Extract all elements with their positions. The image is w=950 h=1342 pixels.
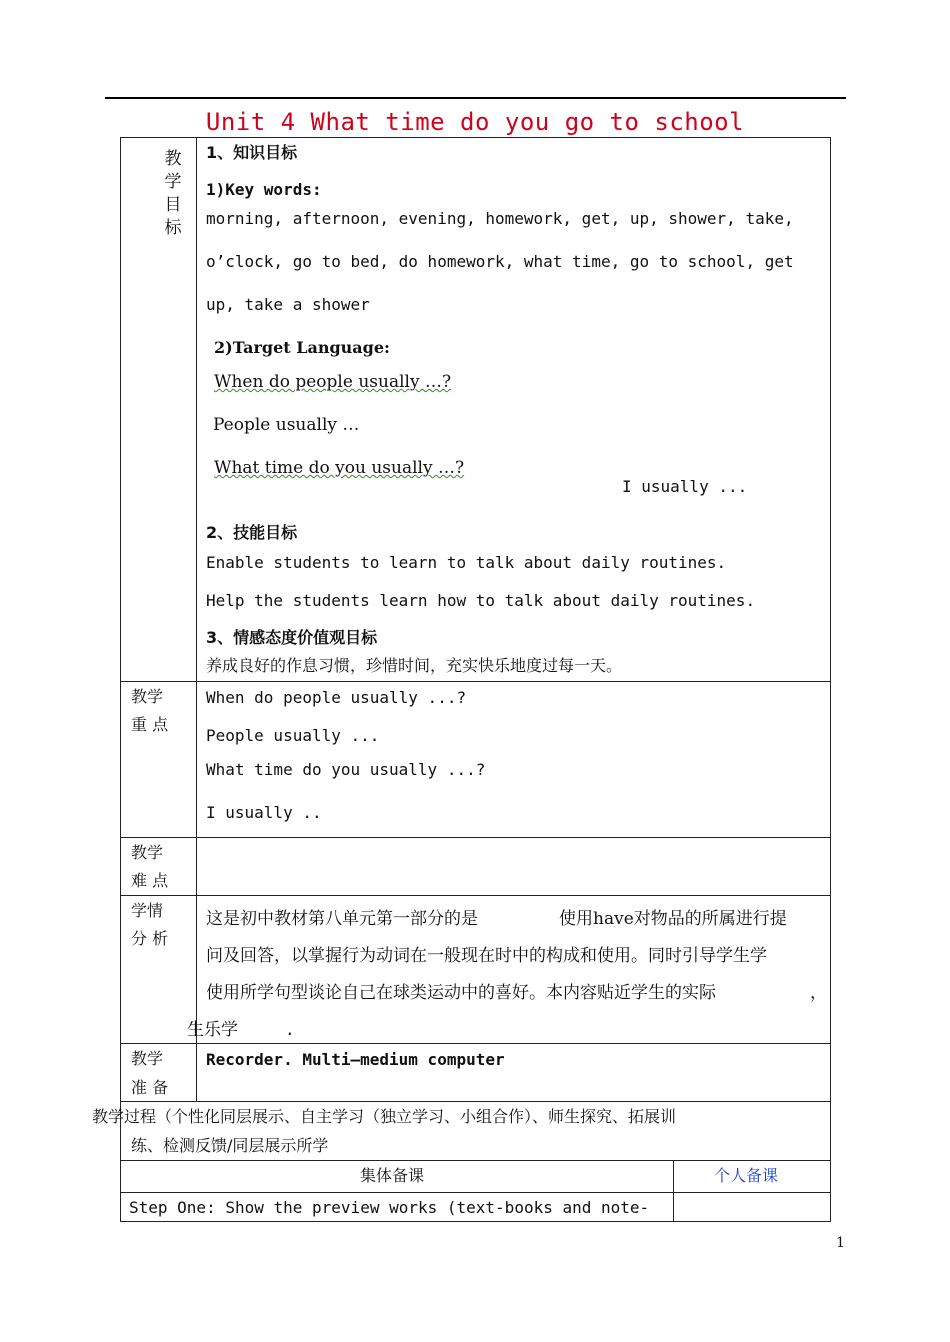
target-language-label: 2)Target Language: <box>214 338 390 357</box>
process-label: 练、检测反馈/同层展示所学 <box>131 1136 329 1155</box>
target-sentence-text: What time do you usually …? <box>214 458 465 478</box>
target-sentence: I usually ... <box>622 477 748 496</box>
key-points-label: 重 点 <box>131 715 169 734</box>
table-border <box>120 1101 831 1102</box>
key-point-line: When do people usually ...? <box>206 688 467 707</box>
process-label: 教学过程（个性化同层展示、自主学习（独立学习、小组合作）、师生探究、拓展训 <box>92 1107 677 1126</box>
key-point-line: People usually ... <box>206 726 380 745</box>
step-one-text: Step One: Show the preview works (text-books and note- <box>129 1198 650 1217</box>
analysis-line: 问及回答，以掌握行为动词在一般现在时中的构成和使用。同时引导学生学 <box>206 946 767 966</box>
top-rule <box>105 97 846 99</box>
key-points-label: 教学 <box>131 687 164 706</box>
analysis-line: 生乐学 <box>187 1020 238 1040</box>
skills-line: Enable students to learn to talk about daily routines. <box>206 553 727 572</box>
table-border <box>830 137 831 1222</box>
target-sentence <box>214 458 464 478</box>
target-sentence <box>214 372 451 392</box>
table-border <box>120 1221 831 1222</box>
target-sentence: People usually … <box>213 415 360 435</box>
objectives-label-char: 标 <box>164 218 182 238</box>
key-words-line: morning, afternoon, evening, homework, get, up, shower, take, <box>206 209 794 228</box>
difficult-points-label: 难 点 <box>131 871 169 890</box>
table-border <box>120 137 831 138</box>
collective-prep-header: 集体备课 <box>360 1166 425 1185</box>
objectives-label <box>163 148 183 240</box>
table-border <box>120 681 831 682</box>
personal-prep-header: 个人备课 <box>714 1166 779 1185</box>
table-border <box>120 1160 831 1161</box>
key-point-line: What time do you usually ...? <box>206 760 486 779</box>
analysis-line: . <box>285 1020 295 1039</box>
page-number: 1 <box>836 1235 845 1251</box>
page-title: Unit 4 What time do you go to school <box>205 108 745 136</box>
objectives-label-char: 学 <box>164 172 182 192</box>
table-border <box>673 1160 674 1222</box>
skills-heading: 2、技能目标 <box>206 523 298 542</box>
table-border <box>120 895 831 896</box>
table-border <box>120 837 831 838</box>
table-border <box>196 137 197 1101</box>
objectives-label-char: 目 <box>164 195 182 215</box>
preparation-label: 教学 <box>131 1049 164 1068</box>
table-border <box>120 137 121 1222</box>
key-words-label: 1)Key words: <box>206 180 322 199</box>
knowledge-heading: 1、知识目标 <box>206 143 298 162</box>
preparation-content: Recorder. Multi—medium computer <box>206 1050 505 1069</box>
table-border <box>120 1192 831 1193</box>
analysis-line: 使用所学句型谈论自己在球类运动中的喜好。本内容贴近学生的实际 <box>206 983 716 1003</box>
analysis-line: ， <box>810 983 827 1003</box>
skills-line: Help the students learn how to talk about daily routines. <box>206 591 756 610</box>
emotion-line: 养成良好的作息习惯，珍惜时间，充实快乐地度过每一天。 <box>206 656 623 675</box>
table-border <box>120 1043 831 1044</box>
analysis-label: 分 析 <box>131 929 169 948</box>
analysis-line: 这是初中教材第八单元第一部分的是 <box>206 909 478 929</box>
emotion-heading: 3、情感态度价值观目标 <box>206 628 378 647</box>
key-words-line: up, take a shower <box>206 295 370 314</box>
difficult-points-label: 教学 <box>131 843 164 862</box>
analysis-line: 使用have对物品的所属进行提 <box>559 909 787 929</box>
target-sentence-text: When do people usually …? <box>214 372 452 392</box>
objectives-label-char: 教 <box>164 149 182 169</box>
key-point-line: I usually .. <box>206 803 322 822</box>
analysis-label: 学情 <box>131 901 164 920</box>
preparation-label: 准 备 <box>131 1078 169 1097</box>
key-words-line: o’clock, go to bed, do homework, what time, go to school, get <box>206 252 794 271</box>
